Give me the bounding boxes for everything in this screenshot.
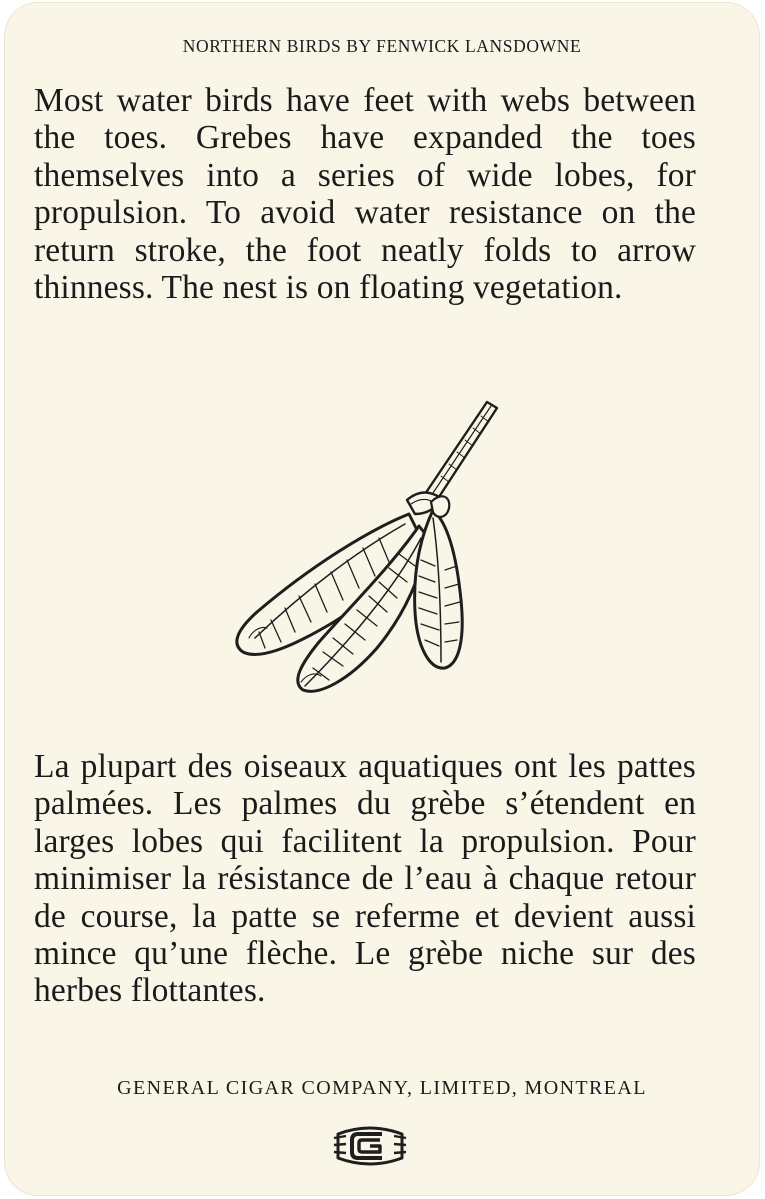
english-description: Most water birds have feet with webs between the toes. Grebes have expanded the toes themselves into a series of wide lobes, for propulsion. To avoid water resistance on the return stroke, the foot neatly folds to arrow thinness. The nest is on floating vegetation. (34, 82, 696, 307)
grebe-foot-illustration (219, 390, 509, 700)
collector-card (4, 2, 760, 1196)
french-description: La plupart des oiseaux aquatiques ont les pattes palmées. Les palmes du grèbe s’étendent en larges lobes qui facilitent la propulsion. Pour minimiser la résistance de l’eau à chaque retour de course, la patte se referme et devient aussi mince qu’une flèche. Le grèbe niche sur des herbes flottantes. (34, 748, 696, 1010)
publisher-credit: GENERAL CIGAR COMPANY, LIMITED, MONTREAL (117, 1077, 647, 1099)
card-series-title: NORTHERN BIRDS BY FENWICK LANSDOWNE (182, 36, 582, 56)
gc-monogram-logo-icon (332, 1120, 408, 1170)
